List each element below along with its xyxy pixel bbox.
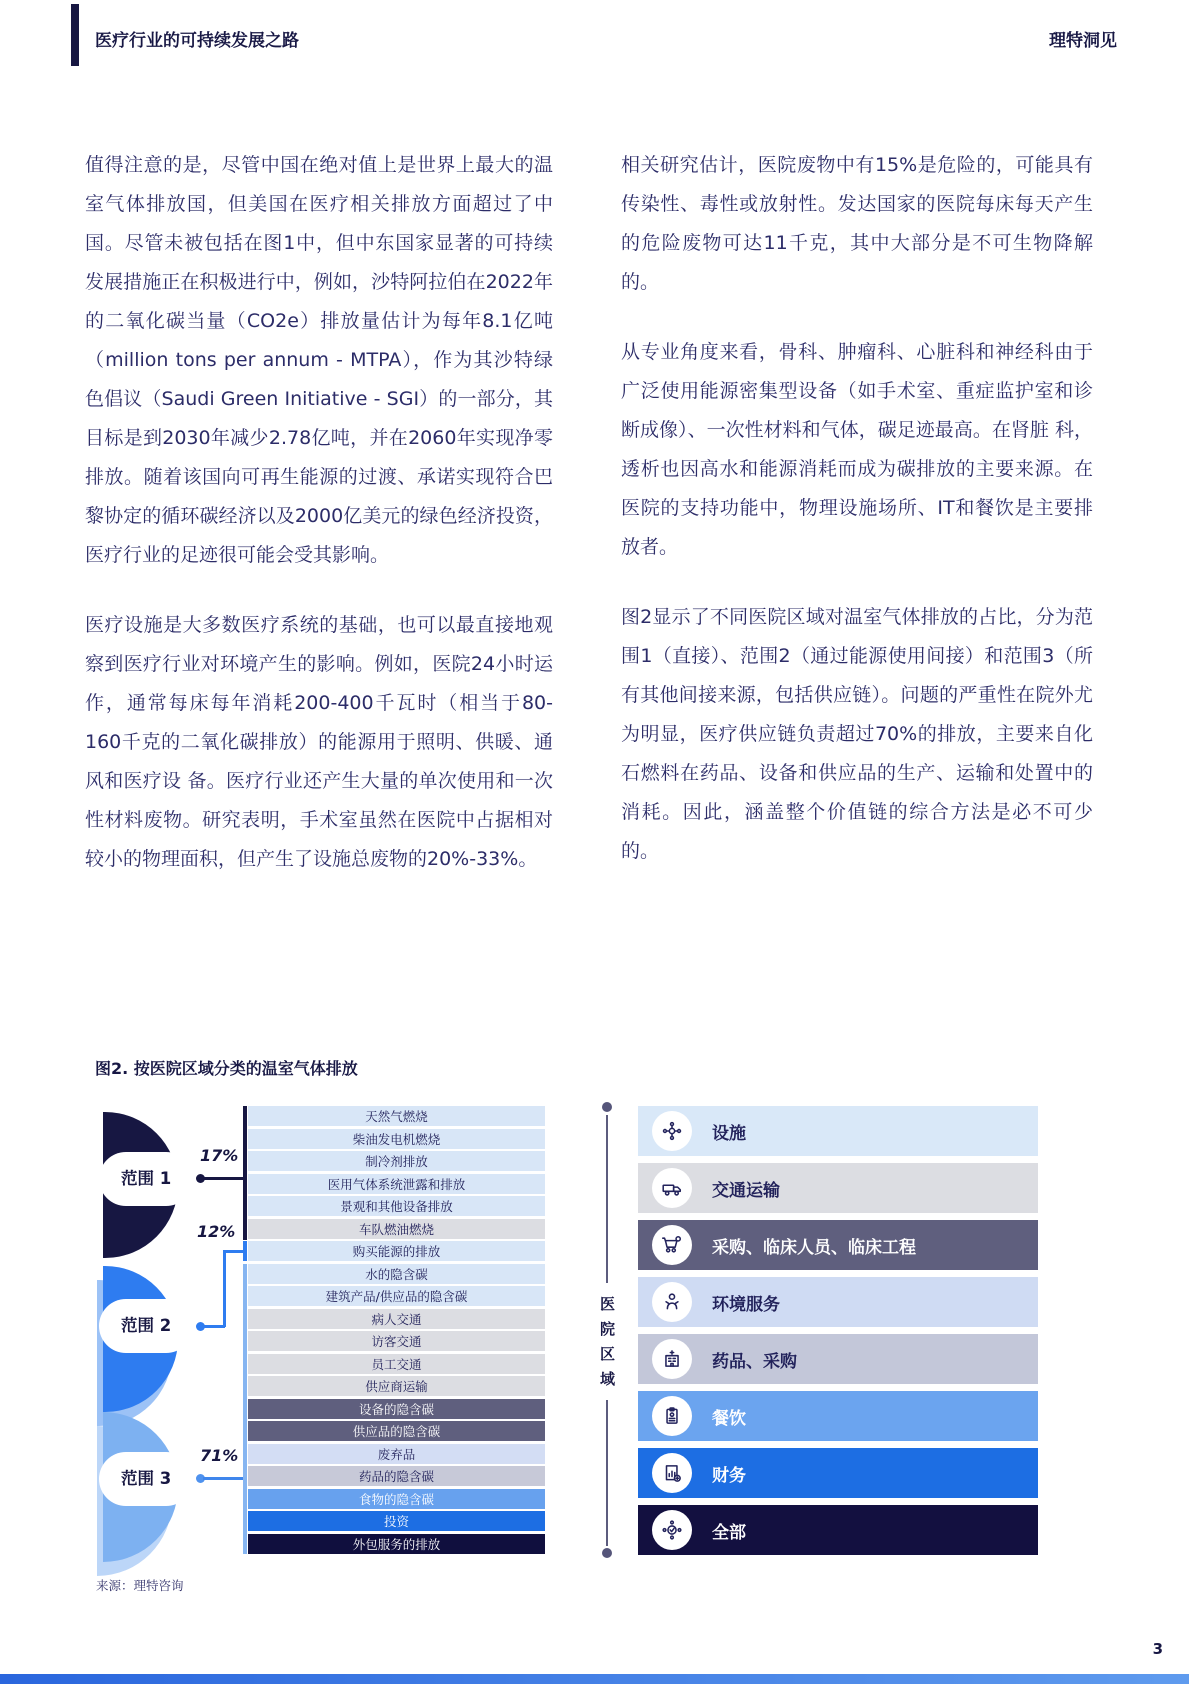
scope3-label: 范围 3: [106, 1459, 186, 1499]
footer-accent-bar: [0, 1674, 1189, 1684]
hospital-area-list: [638, 1106, 1038, 1555]
figure-source: 来源：理特咨询: [96, 1578, 184, 1593]
header-accent-bar: [71, 4, 79, 66]
area-label: 采购、临床人员、临床工程: [712, 1237, 916, 1258]
area-label: 交通运输: [712, 1180, 780, 1201]
scope3-percent: 71%: [200, 1446, 239, 1465]
scope3-connector-line: [203, 1477, 243, 1480]
paragraph: 从专业角度来看，骨科、肿瘤科、心脏科和神经科由于广泛使用能源密集型设备（如手术室、重症监护室和诊断成像）、一次性材料和气体，碳足迹最高。在肾脏 科，透析也因高水和能源消耗而成为碳排放的主要来源。在医院的支持功能中，物理设施场所、IT和餐饮是主要排放者。: [621, 341, 1093, 558]
axis-top-dot: [602, 1102, 612, 1112]
scope1-connector-line: [203, 1177, 243, 1180]
scope1-rail: [243, 1106, 247, 1240]
environmental-services-icon: [652, 1282, 692, 1322]
catering-clipboard-icon: [652, 1396, 692, 1436]
area-label: 全部: [712, 1522, 746, 1543]
emission-bar-list: [248, 1106, 545, 1554]
emission-bar: 柴油发电机燃烧: [248, 1129, 545, 1149]
axis-bottom-dot: [602, 1548, 612, 1558]
emission-bar: 供应商运输: [248, 1376, 545, 1396]
emission-bar: 车队燃油燃烧: [248, 1219, 545, 1239]
emission-bar: 外包服务的排放: [248, 1534, 545, 1554]
scope2-rail: [243, 1241, 247, 1261]
scope2-connector-line: [223, 1250, 226, 1327]
emission-bar: 景观和其他设备排放: [248, 1196, 545, 1216]
axis-line: [606, 1115, 608, 1283]
area-label: 设施: [712, 1123, 746, 1144]
paragraph: 相关研究估计，医院废物中有15%是危险的，可能具有传染性、毒性或放射性。发达国家的医院每床每天产生的危险废物可达11千克，其中大部分是不可生物降解的。: [621, 154, 1093, 293]
pharmacy-building-icon: [652, 1339, 692, 1379]
all-areas-icon: [652, 1510, 692, 1550]
figure-title: 图2. 按医院区域分类的温室气体排放: [95, 1059, 358, 1078]
scope2-connector-line: [203, 1325, 225, 1328]
area-card: [638, 1277, 1038, 1327]
procurement-cart-icon: [652, 1225, 692, 1265]
emission-bar: 投资: [248, 1511, 545, 1531]
scope1-percent: 17%: [200, 1146, 239, 1165]
transport-truck-icon: [652, 1168, 692, 1208]
area-label: 药品、采购: [712, 1351, 797, 1372]
area-card: [638, 1448, 1038, 1498]
right-column: [621, 146, 1093, 902]
emission-bar: 制冷剂排放: [248, 1151, 545, 1171]
area-card: [638, 1505, 1038, 1555]
area-card: [638, 1391, 1038, 1441]
scope2-connector-line: [223, 1250, 243, 1253]
emission-bar: 病人交通: [248, 1309, 545, 1329]
paragraph: 医疗设施是大多数医疗系统的基础，也可以最直接地观察到医疗行业对环境产生的影响。例如，医院24小时运作，通常每床每年消耗200-400千瓦时（相当于80-160千克的二氧化碳排放）的能源用于照明、供暖、通风和医疗设 备。医疗行业还产生大量的单次使用和一次性材料废物。研究表明，手术室虽然在医院中占据相对较小的物理面积，但产生了设施总废物的20%-33%。: [85, 614, 553, 870]
axis-label: 医院区域: [599, 1295, 615, 1388]
area-card: [638, 1220, 1038, 1270]
area-label: 餐饮: [712, 1408, 746, 1429]
emission-bar: 药品的隐含碳: [248, 1466, 545, 1486]
axis-line: [606, 1400, 608, 1546]
paragraph: 图2显示了不同医院区域对温室气体排放的占比，分为范围1（直接）、范围2（通过能源使用间接）和范围3（所有其他间接来源，包括供应链）。问题的严重性在院外尤为明显，医疗供应链负责超过70%的排放，主要来自化石燃料在药品、设备和供应品的生产、运输和处置中的消耗。因此，涵盖整个价值链的综合方法是必不可少的。: [621, 606, 1093, 862]
page-title: 医疗行业的可持续发展之路: [95, 31, 299, 51]
scope2-percent: 12%: [197, 1222, 236, 1241]
page-number: 3: [1152, 1640, 1163, 1658]
scope3-rail: [243, 1264, 247, 1554]
paragraph: 值得注意的是，尽管中国在绝对值上是世界上最大的温室气体排放国，但美国在医疗相关排放方面超过了中国。尽管未被包括在图1中，但中东国家显著的可持续发展措施正在积极进行中，例如，沙特阿拉伯在2022年的二氧化碳当量（CO2e）排放量估计为每年8.1亿吨（million tons per annum - MTPA），作为其沙特绿色倡议（Saudi Green Initiative - SGI）的一部分，其目标是到2030年减少2.78亿吨，并在2060年实现净零排放。随着该国向可再生能源的过渡、承诺实现符合巴黎协定的循环碳经济以及2000亿美元的绿色经济投资，医疗行业的足迹很可能会受其影响。: [85, 154, 553, 566]
area-card: [638, 1106, 1038, 1156]
area-card: [638, 1163, 1038, 1213]
emission-bar: 访客交通: [248, 1331, 545, 1351]
emission-bar: 医用气体系统泄露和排放: [248, 1174, 545, 1194]
emission-bar: 供应品的隐含碳: [248, 1421, 545, 1441]
emission-bar: 员工交通: [248, 1354, 545, 1374]
area-label: 环境服务: [712, 1294, 780, 1315]
scope2-label: 范围 2: [106, 1306, 186, 1346]
emission-bar: 水的隐含碳: [248, 1264, 545, 1284]
brand-name: 理特洞见: [1049, 31, 1117, 51]
emission-bar: 设备的隐含碳: [248, 1399, 545, 1419]
emission-bar: 建筑产品/供应品的隐含碳: [248, 1286, 545, 1306]
emission-bar: 购买能源的排放: [248, 1241, 545, 1261]
facility-network-icon: [652, 1111, 692, 1151]
emission-bar: 食物的隐含碳: [248, 1489, 545, 1509]
emission-bar: 废弃品: [248, 1444, 545, 1464]
area-label: 财务: [712, 1465, 746, 1486]
scope1-label: 范围 1: [106, 1159, 186, 1199]
finance-report-icon: [652, 1453, 692, 1493]
area-card: [638, 1334, 1038, 1384]
emission-bar: 天然气燃烧: [248, 1106, 545, 1126]
left-column: [85, 146, 553, 910]
